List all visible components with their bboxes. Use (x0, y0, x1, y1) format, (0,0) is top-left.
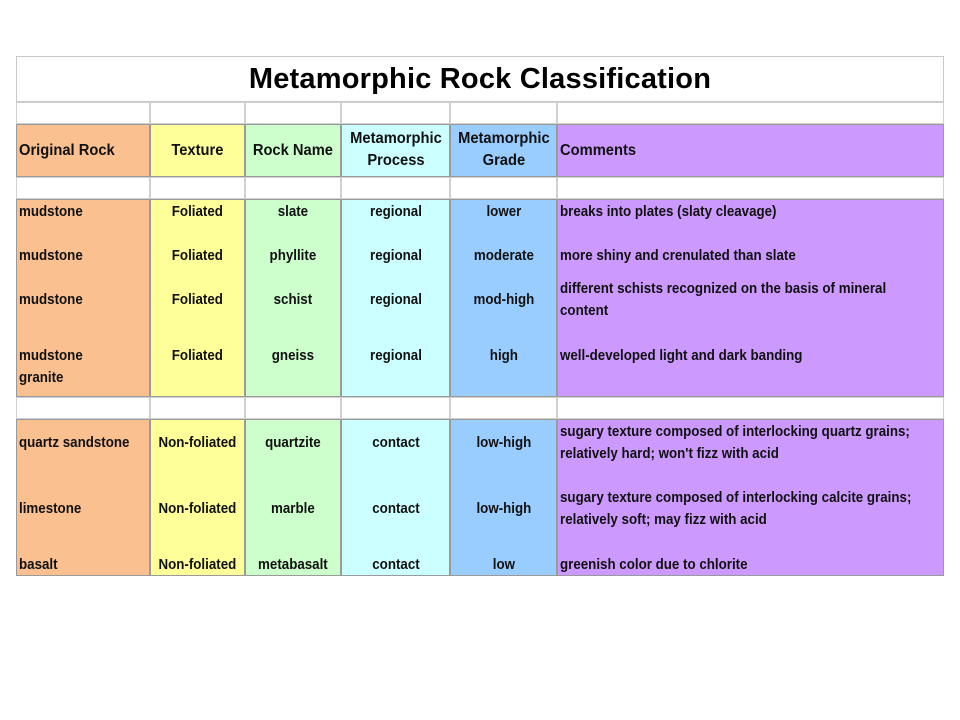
header-original-rock: Original Rock (19, 142, 115, 159)
cell-rock-name: marble (271, 501, 315, 517)
spacer-cell-rock-name (245, 102, 341, 124)
header-comments: Comments (560, 142, 637, 159)
cell-texture: Non-foliated (158, 435, 237, 451)
cell-process: contact (371, 435, 420, 451)
cell-original-rock-line2: granite (19, 370, 64, 386)
cell-rock-name: metabasalt (258, 557, 328, 573)
cell-process: regional (369, 248, 422, 264)
cell-grade: mod-high (473, 292, 534, 308)
cell-rock-name: schist (273, 292, 313, 308)
spacer-cell-process (341, 102, 450, 124)
cell-texture: Foliated (171, 348, 224, 364)
header-process-line2: Process (366, 152, 425, 169)
cell-comment: well-developed light and dark banding (560, 348, 803, 364)
cell-grade: low-high (476, 501, 531, 517)
cell-texture: Foliated (171, 248, 224, 264)
spacer-cell-grade (450, 177, 557, 199)
header-rock-name: Rock Name (252, 142, 334, 159)
cell-texture: Non-foliated (158, 501, 237, 517)
cell-grade: high (489, 348, 518, 364)
spacer-cell-texture (150, 177, 245, 199)
cell-rock-name: phyllite (269, 248, 317, 264)
spacer-cell-original-rock (16, 102, 150, 124)
cell-original-rock: mudstone (19, 348, 83, 364)
spacer-cell-rock-name (245, 177, 341, 199)
cell-original-rock: mudstone (19, 292, 83, 308)
cell-original-rock: quartz sandstone (19, 435, 130, 451)
classification-sheet (16, 56, 944, 576)
cell-process: regional (369, 204, 422, 220)
cell-process: contact (371, 557, 420, 573)
cell-comment-line2: content (560, 303, 609, 319)
cell-comment-line2: relatively soft; may fizz with acid (560, 512, 767, 528)
cell-grade: moderate (473, 248, 534, 264)
cell-comment: more shiny and crenulated than slate (560, 248, 796, 264)
cell-comment-line2: relatively hard; won't fizz with acid (560, 446, 779, 462)
spacer-cell-original-rock (16, 397, 150, 419)
page-title: Metamorphic Rock Classification (248, 62, 712, 95)
spacer-cell-grade (450, 397, 557, 419)
classification-table (16, 102, 944, 576)
cell-rock-name: gneiss (271, 348, 315, 364)
cell-comment: different schists recognized on the basis of mineral (560, 281, 887, 297)
cell-texture: Foliated (171, 204, 224, 220)
cell-texture: Non-foliated (158, 557, 237, 573)
cell-grade: lower (486, 204, 521, 220)
cell-process: regional (369, 292, 422, 308)
header-process-line1: Metamorphic (349, 130, 442, 147)
header-grade-line2: Grade (482, 152, 525, 169)
cell-rock-name: quartzite (265, 435, 321, 451)
header-texture: Texture (171, 142, 224, 159)
spacer-cell-comments (557, 177, 944, 199)
cell-original-rock: basalt (19, 557, 58, 573)
cell-comment: greenish color due to chlorite (560, 557, 748, 573)
cell-original-rock: limestone (19, 501, 82, 517)
cell-original-rock: mudstone (19, 204, 83, 220)
cell-process: contact (371, 501, 420, 517)
spacer-cell-comments (557, 397, 944, 419)
cell-original-rock: mudstone (19, 248, 83, 264)
cell-comment: sugary texture composed of interlocking quartz grains; (560, 424, 910, 440)
cell-comment: sugary texture composed of interlocking calcite grains; (560, 490, 912, 506)
spacer-cell-process (341, 177, 450, 199)
cell-rock-name: slate (277, 204, 309, 220)
spacer-cell-texture (150, 397, 245, 419)
title-row (16, 56, 944, 102)
spacer-cell-grade (450, 102, 557, 124)
cell-comment: breaks into plates (slaty cleavage) (560, 204, 777, 220)
cell-texture: Foliated (171, 292, 224, 308)
header-grade-line1: Metamorphic (457, 130, 550, 147)
cell-process: regional (369, 348, 422, 364)
spacer-cell-original-rock (16, 177, 150, 199)
spacer-cell-rock-name (245, 397, 341, 419)
spacer-cell-texture (150, 102, 245, 124)
cell-grade: low (492, 557, 515, 573)
spacer-cell-comments (557, 102, 944, 124)
cell-grade: low-high (476, 435, 531, 451)
spacer-cell-process (341, 397, 450, 419)
